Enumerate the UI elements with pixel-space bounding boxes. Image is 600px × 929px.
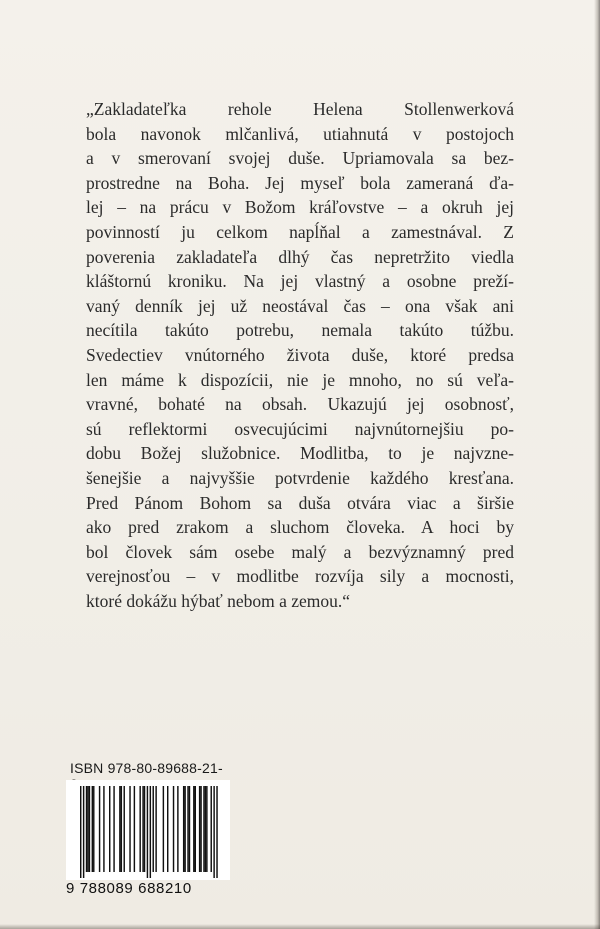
barcode-bar bbox=[83, 786, 84, 878]
blurb-line: kláštornú kroniku. Na jej vlastný a osobne preží- bbox=[86, 271, 514, 292]
barcode-bar bbox=[113, 786, 114, 872]
barcode-bar bbox=[129, 786, 130, 872]
barcode-bar bbox=[153, 786, 154, 872]
barcode-bar bbox=[124, 786, 125, 872]
isbn-label: ISBN 978-80-89688-21- bbox=[70, 760, 223, 776]
blurb-line: dobu Božej služobnice. Modlitba, to je najvzne- bbox=[86, 443, 514, 464]
blurb-line: Svedectiev vnútorného života duše, ktoré predsa bbox=[86, 344, 514, 365]
barcode-bar bbox=[173, 786, 174, 872]
barcode-bar bbox=[144, 786, 145, 872]
barcode-bar bbox=[147, 786, 148, 878]
barcode-bar bbox=[189, 786, 190, 872]
blurb-line: verejnosťou – v modlitbe rozvíja sily a mocnosti, bbox=[86, 566, 514, 587]
barcode-bar bbox=[213, 786, 214, 878]
barcode-bar bbox=[206, 786, 207, 872]
barcode-graphic bbox=[66, 780, 230, 880]
barcode-bar bbox=[87, 786, 88, 872]
barcode-bar bbox=[103, 786, 104, 872]
barcode-bar bbox=[155, 786, 156, 872]
blurb-line: len máme k dispozícii, nie je mnoho, no sú veľa- bbox=[86, 369, 514, 390]
blurb-line: sú reflektormi osvecujúcimi najvnútornejšiu po- bbox=[86, 418, 514, 439]
blurb-line: šenejšie a najvyššie potvrdenie každého kresťana. bbox=[86, 467, 514, 488]
barcode-bar bbox=[183, 786, 184, 872]
blurb-line: povinností ju celkom napĺňal a zamestnával. Z bbox=[86, 221, 514, 242]
barcode-bar bbox=[199, 786, 200, 872]
blurb-line: ktoré dokážu hýbať nebom a zemou.“ bbox=[86, 590, 351, 611]
barcode-bar bbox=[89, 786, 90, 872]
barcode bbox=[66, 780, 230, 880]
barcode-bar bbox=[193, 786, 194, 872]
barcode-bar bbox=[187, 786, 188, 872]
barcode-bar bbox=[203, 786, 204, 872]
barcode-bar bbox=[205, 786, 206, 872]
barcode-bar bbox=[139, 786, 140, 872]
book-edge-bottom bbox=[0, 924, 600, 929]
blurb-line: a v smerovaní svojej duše. Upriamovala sa bez- bbox=[86, 148, 514, 169]
blurb-line: vaný denník jej už neostával čas – ona však ani bbox=[86, 295, 514, 316]
blurb-line: lej – na prácu v Božom kráľovstve – a okruh jej bbox=[86, 197, 514, 218]
book-edge-right bbox=[594, 0, 600, 929]
barcode-bar bbox=[119, 786, 120, 872]
barcode-digits: 9 788089 688210 bbox=[66, 880, 192, 897]
blurb-line: „Zakladateľka rehole Helena Stollenwerková bbox=[86, 99, 514, 119]
barcode-bar bbox=[92, 786, 93, 872]
blurb-line: poverenia zakladateľa dlhý čas nepretržito viedla bbox=[86, 246, 514, 267]
barcode-bar bbox=[195, 786, 196, 872]
blurb-line: Pred Pánom Bohom sa duša otvára viac a širšie bbox=[86, 492, 514, 513]
blurb-line: vravné, bohaté na obsah. Ukazujú jej osobnosť, bbox=[86, 394, 514, 415]
barcode-bar bbox=[211, 786, 212, 872]
barcode-bar bbox=[93, 786, 94, 872]
barcode-bar bbox=[142, 786, 143, 872]
barcode-bar bbox=[167, 786, 168, 872]
barcode-bar bbox=[200, 786, 201, 872]
barcode-bar bbox=[121, 786, 122, 872]
blurb-line: necítila takúto potrebu, nemala takúto túžbu. bbox=[86, 320, 514, 341]
blurb-line: prostredne na Boha. Jej myseľ bola zameraná ďa- bbox=[86, 172, 514, 193]
blurb-line: bol človek sám osebe malý a bezvýznamný pred bbox=[86, 541, 514, 562]
barcode-bar bbox=[134, 786, 135, 872]
barcode-bar bbox=[163, 786, 164, 872]
barcode-bar bbox=[150, 786, 151, 878]
barcode-bar bbox=[86, 786, 87, 872]
barcode-bar bbox=[80, 786, 81, 878]
blurb-text bbox=[86, 97, 514, 613]
barcode-bar bbox=[99, 786, 100, 872]
blurb-line: bola navonok mlčanlivá, utiahnutá v postojoch bbox=[86, 123, 514, 144]
barcode-bar bbox=[177, 786, 178, 872]
barcode-bar bbox=[216, 786, 217, 878]
barcode-bar bbox=[184, 786, 185, 872]
barcode-bar bbox=[109, 786, 110, 872]
blurb-line: ako pred zrakom a sluchom človeka. A hoci by bbox=[86, 517, 514, 538]
